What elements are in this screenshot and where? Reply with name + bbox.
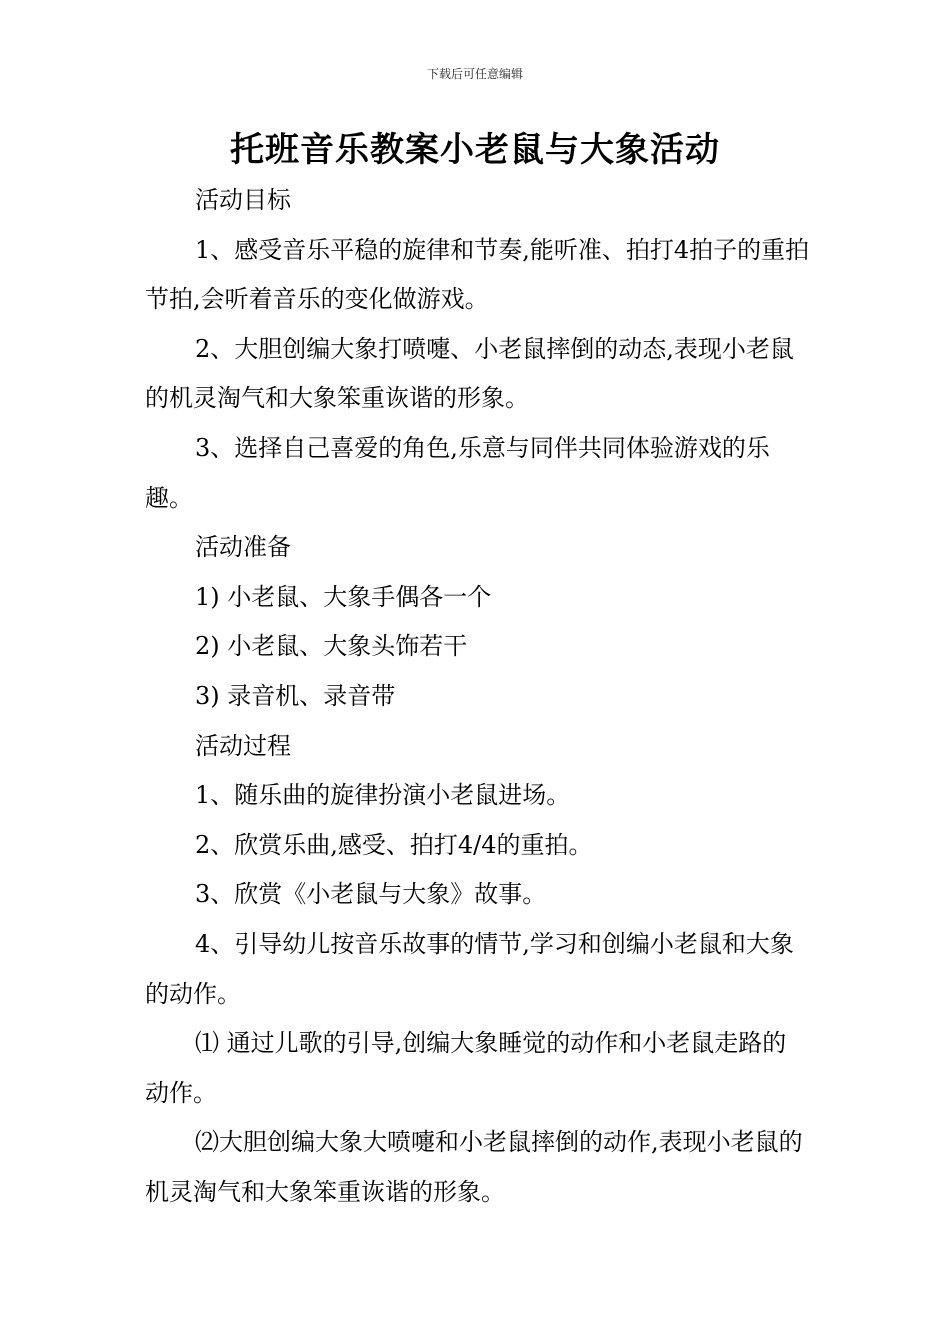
section-heading-goals: 活动目标 <box>195 186 291 214</box>
process-item-4: 4、引导幼儿按音乐故事的情节,学习和创编小老鼠和大象的动作。 <box>145 929 794 1008</box>
preparation-item-3: 3) 录音机、录音带 <box>195 681 396 710</box>
document-title: 托班音乐教案小老鼠与大象活动 <box>230 130 720 170</box>
preparation-item-1: 1) 小老鼠、大象手偶各一个 <box>195 582 492 611</box>
preparation-item-2: 2) 小老鼠、大象头饰若干 <box>195 632 468 661</box>
goal-item-3: 3、选择自己喜爱的角色,乐意与同伴共同体验游戏的乐趣。 <box>145 433 770 512</box>
section-heading-preparation: 活动准备 <box>195 533 291 562</box>
process-subitem-1: ⑴ 通过儿歌的引导,创编大象睡觉的动作和小老鼠走路的动作。 <box>145 1029 787 1107</box>
process-item-1: 1、随乐曲的旋律扮演小老鼠进场。 <box>195 781 571 810</box>
document-body <box>145 176 810 1217</box>
process-item-3: 3、欣赏《小老鼠与大象》故事。 <box>195 880 547 909</box>
page-header: 下载后可任意编辑 <box>426 67 523 81</box>
section-heading-process: 活动过程 <box>195 731 291 760</box>
goal-item-1: 1、感受音乐平稳的旋律和节奏,能听准、拍打4拍子的重拍节拍,会听着音乐的变化做游戏。 <box>145 235 810 314</box>
goal-item-2: 2、大胆创编大象打喷嚏、小老鼠摔倒的动态,表现小老鼠的机灵淘气和大象笨重诙谐的形象。 <box>145 334 794 413</box>
process-subitem-2: ⑵大胆创编大象大喷嚏和小老鼠摔倒的动作,表现小老鼠的机灵淘气和大象笨重诙谐的形象。 <box>145 1128 803 1206</box>
process-item-2: 2、欣赏乐曲,感受、拍打4/4的重拍。 <box>195 830 593 859</box>
